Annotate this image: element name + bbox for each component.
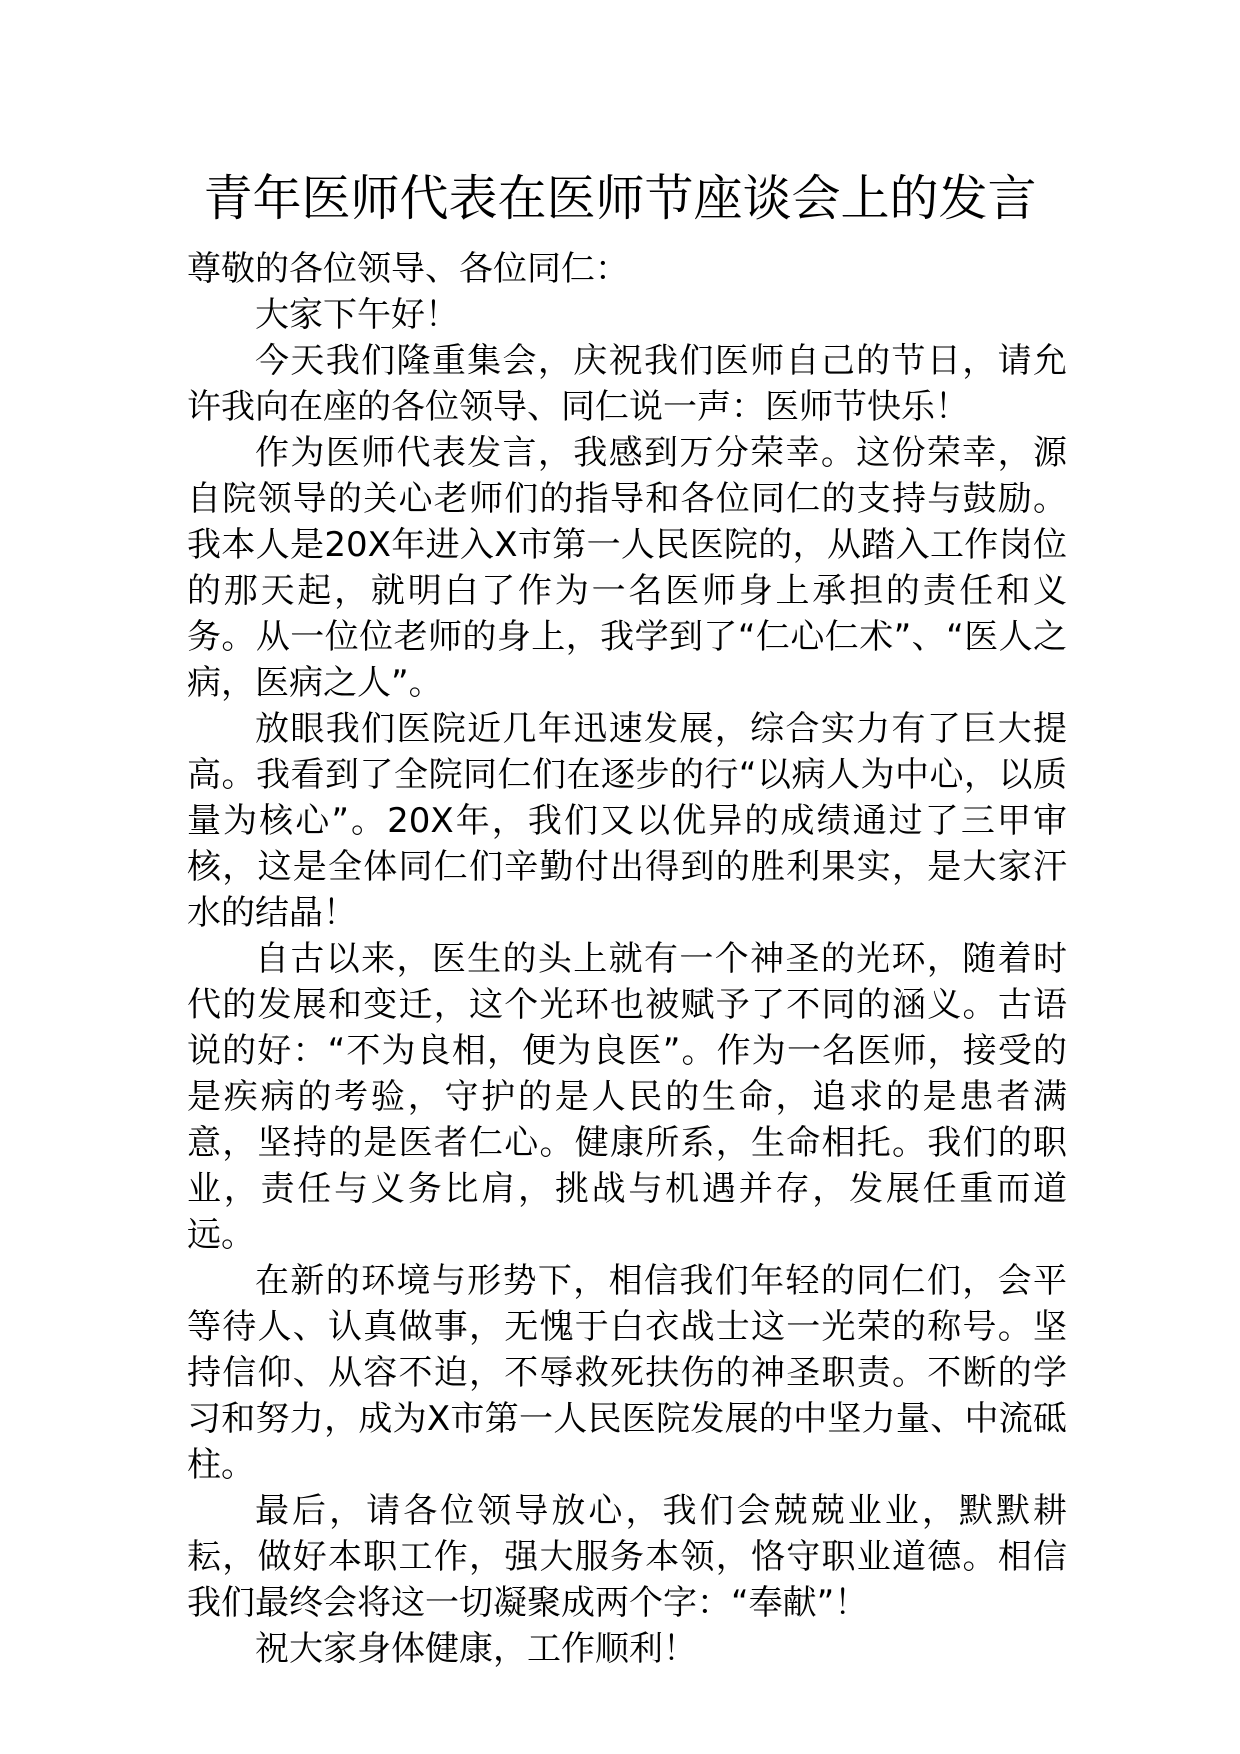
paragraph-celebration: 今天我们隆重集会，庆祝我们医师自己的节日，请允许我向在座的各位领导、同仁说一声：医师节快乐！ (187, 341, 1067, 427)
paragraph-conclusion: 最后，请各位领导放心，我们会兢兢业业，默默耕耘，做好本职工作，强大服务本领，恪守职业道德。相信我们最终会将这一切凝聚成两个字：“奉献”！ (187, 1491, 1067, 1623)
paragraph-blessing: 祝大家身体健康，工作顺利！ (255, 1629, 697, 1669)
salutation: 尊敬的各位领导、各位同仁： (187, 249, 629, 289)
paragraph-greeting: 大家下午好！ (255, 295, 459, 335)
document-title: 青年医师代表在医师节座谈会上的发言 (203, 170, 1037, 227)
paragraph-honor: 作为医师代表发言，我感到万分荣幸。这份荣幸，源自院领导的关心老师们的指导和各位同仁的支持与鼓励。我本人是20X年进入X市第一人民医院的，从踏入工作岗位的那天起，就明白了作为一名医师身上承担的责任和义务。从一位位老师的身上，我学到了“仁心仁术”、“医人之病，医病之人”。 (187, 433, 1067, 703)
paragraph-doctor-halo: 自古以来，医生的头上就有一个神圣的光环，随着时代的发展和变迁，这个光环也被赋予了不同的涵义。古语说的好：“不为良相，便为良医”。作为一名医师，接受的是疾病的考验，守护的是人民的生命，追求的是患者满意，坚持的是医者仁心。健康所系，生命相托。我们的职业，责任与义务比肩，挑战与机遇并存，发展任重而道远。 (187, 939, 1067, 1255)
paragraph-hospital-development: 放眼我们医院近几年迅速发展，综合实力有了巨大提高。我看到了全院同仁们在逐步的行“以病人为中心，以质量为核心”。20X年，我们又以优异的成绩通过了三甲审核，这是全体同仁们辛勤付出得到的胜利果实，是大家汗水的结晶！ (187, 709, 1067, 933)
paragraph-new-environment: 在新的环境与形势下，相信我们年轻的同仁们，会平等待人、认真做事，无愧于白衣战士这一光荣的称号。坚持信仰、从容不迫，不辱救死扶伤的神圣职责。不断的学习和努力，成为X市第一人民医院发展的中坚力量、中流砥柱。 (187, 1261, 1067, 1485)
document-body (187, 246, 1067, 1672)
